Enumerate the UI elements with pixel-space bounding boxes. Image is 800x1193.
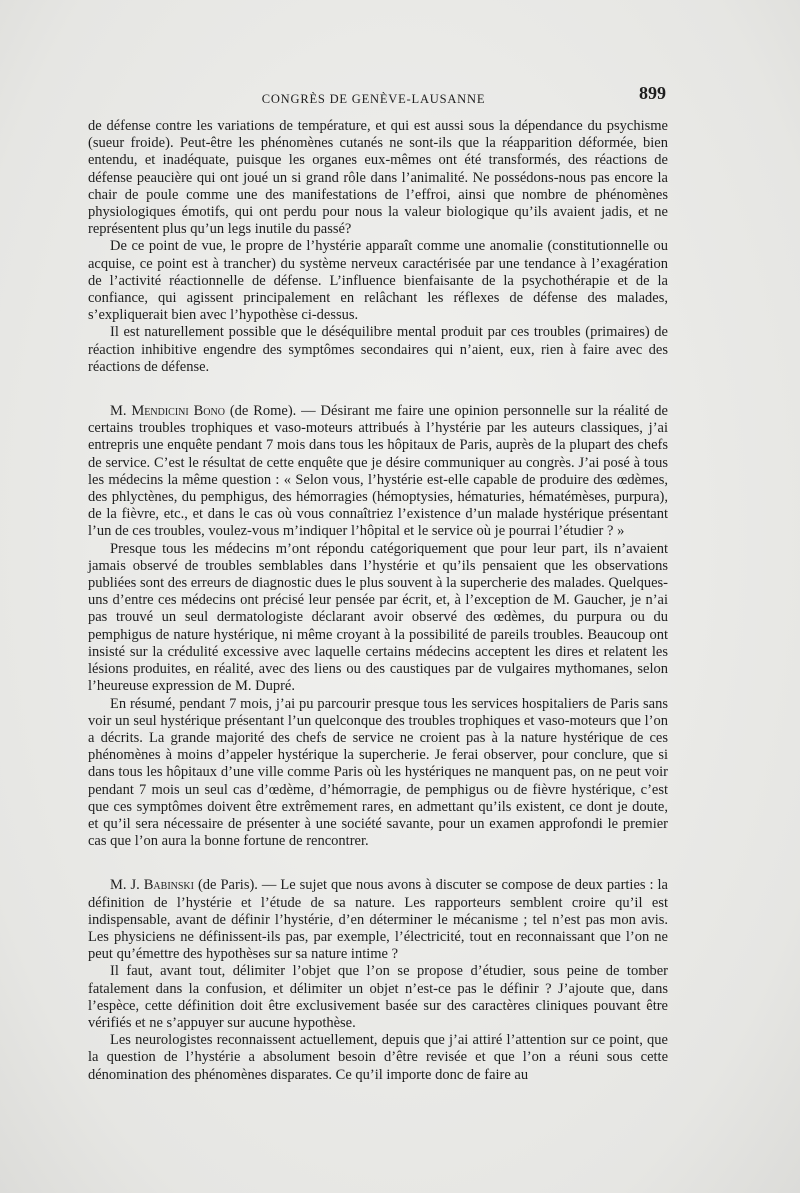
speech-babinski — [88, 877, 668, 963]
paragraph: Les neurologistes reconnaissent actuellement, depuis que j’ai attiré l’attention sur ce point, que la question de l’hystérie a absolument besoin d’être revisée et que l’on a réuni sous cette dénomination des phénomènes disparates. Ce qu’il importe donc de faire au — [88, 1032, 668, 1083]
paragraph: de défense contre les variations de température, et qui est aussi sous la dépendance du psychisme (sueur froide). Peut-être les phénomènes cutanés ne sont-ils que la réapparition déformée, bien entendu, et inadéquate, puisque les organes eux-mêmes ont été transformés, des réactions de défense peaucière qui ont joué un si grand rôle dans l’animalité. Ne possédons-nous pas encore la chair de poule comme une des manifestations de l’effroi, ainsi que nombre de phénomènes physiologiques émotifs, qui ont perdu pour nous la valeur biologique qu’ils avaient jadis, et ne représentent plus qu’un legs inutile du passé? — [88, 118, 668, 238]
paragraph: Le sujet que nous avons à discuter se compose de deux parties : la définition de l’hystérie et l’étude de sa nature. Les rapporteurs semblent croire qu’il est indispensable, avant de définir l’hystérie, d’en déterminer le mécanisme ; tel n’est pas mon avis. Les physiciens ne définissent-ils pas, par exemple, l’électricité, tout en reconnaissant que l’on ne peut qu’émettre des hypothèses sur sa nature intime ? — [88, 877, 668, 963]
speaker-name: M. Mendicini Bono — [110, 403, 225, 420]
speech-mendicini-bono — [88, 403, 668, 541]
paragraph: De ce point de vue, le propre de l’hystérie apparaît comme une anomalie (constitutionnelle ou acquise, ce point est à trancher) du système nerveux caractérisée par une tendance à l’exagération de l’activité réactionnelle de défense. L’influence bienfaisante de la psychothérapie et de la confiance, qui agissent principalement en relâchant les réflexes de défense des malades, s’expliquerait bien avec l’hypothèse ci-dessus. — [88, 238, 668, 324]
paragraph: Presque tous les médecins m’ont répondu catégoriquement que pour leur part, ils n’avaient jamais observé de troubles semblables dans l’hystérie et qu’ils pensaient que les observations publiées sont des erreurs de diagnostic dues le plus souvent à la supercherie des malades. Quelques-uns d’entre ces médecins ont précisé leur pensée par écrit, et, à l’exception de M. Gaucher, je n’ai pas trouvé un seul dermatologiste déclarant avoir observé des œdèmes, du purpura ou du pemphigus de nature hystérique, ni même croyant à la possibilité de pareils troubles. Beaucoup ont insisté sur la crédulité excessive avec laquelle certains médecins acceptent les dires et relatent les lésions produites, en réalité, avec des liens ou des caustiques par de vulgaires mythomanes, selon l’heureuse expression de M. Dupré. — [88, 540, 668, 695]
page-number: 899 — [639, 83, 666, 103]
paragraph: Il est naturellement possible que le déséquilibre mental produit par ces troubles (primaires) de réaction inhibitive engendre des symptômes secondaires qui n’aient, eux, rien à faire avec des réactions de défense. — [88, 324, 668, 375]
speaker-name: M. J. Babinski — [110, 877, 194, 894]
paragraph: Il faut, avant tout, délimiter l’objet que l’on se propose d’étudier, sous peine de tomber fatalement dans la confusion, et délimiter un objet n’est-ce pas le définir ? J’ajoute que, dans l’espèce, cette définition doit être exclusivement basée sur des caractères cliniques pouvant être vérifiés et ne s’appuyer sur aucune hypothèse. — [88, 963, 668, 1031]
speaker-origin: (de Rome). — — [229, 403, 316, 420]
running-head: CONGRÈS DE GENÈVE-LAUSANNE — [261, 92, 486, 106]
paragraph: En résumé, pendant 7 mois, j’ai pu parcourir presque tous les services hospitaliers de Paris sans voir un seul hystérique présentant l’un quelconque des troubles trophiques et vaso-moteurs que l’on a décrits. La grande majorité des chefs de service ne croient pas à la nature hystérique de ces phénomènes à moins d’appeler hystérique la supercherie. Je ferai observer, pour conclure, que si dans tous les hôpitaux d’une ville comme Paris où les hystériques ne manquent pas, on ne peut voir pendant 7 mois un seul cas d’œdème, d’hémorragie, de pemphigus ou de fièvre hystérique, c’est que ces symptômes doivent être extrêmement rares, en admettant qu’ils existent, ce dont je doute, et qu’il sera nécessaire de présenter à une société savante, pour un examen approfondi le premier cas que l’on aura la bonne fortune de rencontrer. — [88, 695, 668, 850]
page-body — [88, 118, 668, 1084]
speaker-origin: (de Paris). — — [197, 877, 277, 894]
paragraph: Désirant me faire une opinion personnelle sur la réalité de certains troubles trophiques et vaso-moteurs attribués à l’hystérie par les auteurs classiques, j’ai entrepris une enquête pendant 7 mois dans tous les hôpitaux de Paris, auprès de la plupart des chefs de service. C’est le résultat de cette enquête que je désire communiquer au congrès. J’ai posé à tous les médecins la même question : « Selon vous, l’hystérie est-elle capable de produire des œdèmes, des phlyctènes, du pemphigus, des hémorragies (hémoptysies, hématuries, hématémèses, purpura), de la fièvre, etc., et dans le cas où vous connaîtriez l’existence d’un malade hystérique présentant l’un de ces troubles, voulez-vous m’indiquer l’hôpital et le service où je pourrai l’étudier ? » — [88, 403, 668, 540]
